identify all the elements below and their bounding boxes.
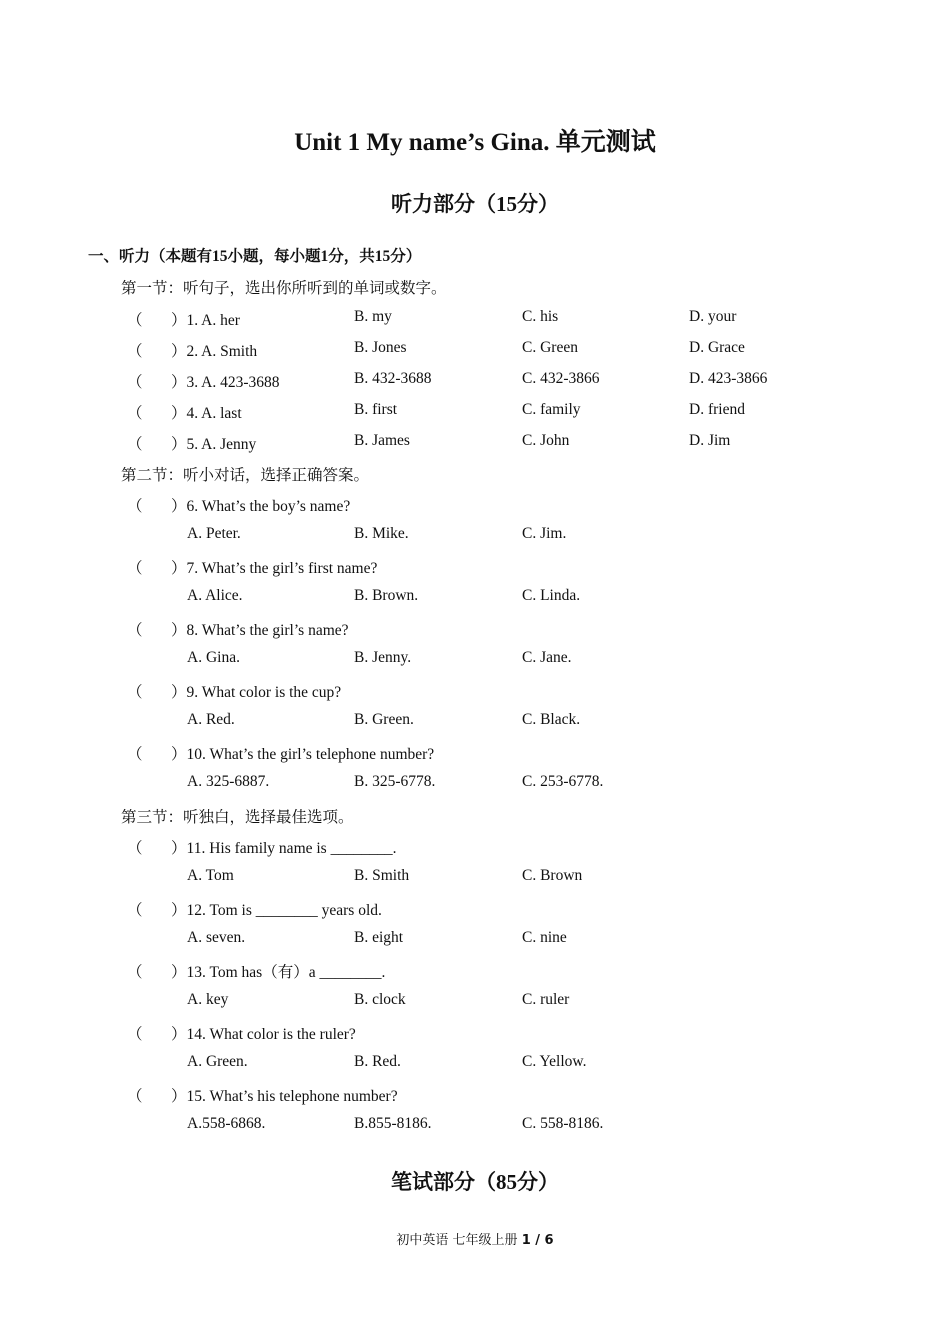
- option-c: C. Green: [522, 339, 578, 356]
- listening-section-title: 听力部分（15分）: [391, 192, 559, 216]
- option-b: B. Mike.: [354, 525, 409, 542]
- answer-blank[interactable]: （: [127, 622, 143, 639]
- option-b: B. Green.: [354, 711, 414, 728]
- options-row: [0, 991, 950, 1013]
- option-b: B. clock: [354, 991, 406, 1008]
- answer-blank[interactable]: （: [127, 1026, 143, 1043]
- option-a: A. Alice.: [187, 587, 243, 604]
- option-a: ）2. A. Smith: [171, 343, 258, 360]
- question-row: [0, 308, 950, 330]
- question-row: [0, 680, 950, 702]
- option-c: C. Jane.: [522, 649, 572, 666]
- option-b: B. Jones: [354, 339, 407, 356]
- written-section-title: 笔试部分（85分）: [391, 1170, 559, 1194]
- option-a: A. Red.: [187, 711, 235, 728]
- question-row: [0, 370, 950, 392]
- question-row: [0, 742, 950, 764]
- option-a: ）5. A. Jenny: [171, 436, 257, 453]
- question-row: [0, 1084, 950, 1106]
- option-c: C. John: [522, 432, 570, 449]
- option-c: C. Linda.: [522, 587, 581, 604]
- option-b: B.855-8186.: [354, 1115, 432, 1132]
- option-a: A. seven.: [187, 929, 246, 946]
- question-row: [0, 401, 950, 423]
- part-heading: 一、听力（本题有15小题，每小题1分，共15分）: [88, 248, 422, 265]
- option-b: B. eight: [354, 929, 404, 946]
- question-text: ）13. Tom has（有）a ________.: [171, 964, 386, 981]
- question-text: ）12. Tom is ________ years old.: [171, 902, 382, 919]
- option-a: A. Green.: [187, 1053, 248, 1070]
- answer-blank[interactable]: （: [127, 902, 143, 919]
- question-text: ）9. What color is the cup?: [171, 684, 342, 701]
- question-row: [0, 1022, 950, 1044]
- answer-blank[interactable]: （: [127, 343, 143, 360]
- question-row: [0, 960, 950, 982]
- question-row: [0, 339, 950, 361]
- page-title: Unit 1 My name’s Gina. 单元测试: [294, 129, 656, 156]
- option-b: B. 432-3688: [354, 370, 432, 387]
- options-row: [0, 649, 950, 671]
- option-d: D. 423-3866: [689, 370, 768, 387]
- option-c: C. Black.: [522, 711, 581, 728]
- options-row: [0, 1115, 950, 1137]
- option-c: C. Brown: [522, 867, 583, 884]
- option-d: D. your: [689, 308, 737, 325]
- question-text: ）10. What’s the girl’s telephone number?: [171, 746, 435, 763]
- page-number: 1 / 6: [521, 1233, 554, 1248]
- option-c: C. 432-3866: [522, 370, 600, 387]
- option-b: B. Jenny.: [354, 649, 412, 666]
- option-b: B. Red.: [354, 1053, 401, 1070]
- options-row: [0, 587, 950, 609]
- page-footer: [0, 1229, 950, 1248]
- answer-blank[interactable]: （: [127, 964, 143, 981]
- options-row: [0, 929, 950, 951]
- option-b: B. Smith: [354, 867, 410, 884]
- question-text: ）6. What’s the boy’s name?: [171, 498, 351, 515]
- options-row: [0, 773, 950, 795]
- options-row: [0, 1053, 950, 1075]
- option-c: C. his: [522, 308, 559, 325]
- option-c: C. 253-6778.: [522, 773, 604, 790]
- question-text: ）14. What color is the ruler?: [171, 1026, 356, 1043]
- question-row: [0, 836, 950, 858]
- option-a: A. Peter.: [187, 525, 241, 542]
- option-d: D. Jim: [689, 432, 731, 449]
- answer-blank[interactable]: （: [127, 374, 143, 391]
- options-row: [0, 711, 950, 733]
- option-c: C. Yellow.: [522, 1053, 587, 1070]
- options-row: [0, 525, 950, 547]
- answer-blank[interactable]: （: [127, 498, 143, 515]
- option-d: D. Grace: [689, 339, 745, 356]
- answer-blank[interactable]: （: [127, 1088, 143, 1105]
- option-a: A. Gina.: [187, 649, 240, 666]
- option-a: A. Tom: [187, 867, 234, 884]
- option-a: A. 325-6887.: [187, 773, 270, 790]
- answer-blank[interactable]: （: [127, 840, 143, 857]
- answer-blank[interactable]: （: [127, 312, 143, 329]
- options-row: [0, 867, 950, 889]
- question-row: [0, 898, 950, 920]
- part-2-instruction: 第二节：听小对话，选择正确答案。: [121, 467, 370, 484]
- question-row: [0, 618, 950, 640]
- option-a: A.558-6868.: [187, 1115, 266, 1132]
- answer-blank[interactable]: （: [127, 746, 143, 763]
- part-3-instruction: 第三节：听独白，选择最佳选项。: [121, 809, 354, 826]
- option-c: C. Jim.: [522, 525, 567, 542]
- option-c: C. nine: [522, 929, 567, 946]
- question-row: [0, 556, 950, 578]
- question-text: ）15. What’s his telephone number?: [171, 1088, 398, 1105]
- part-1-instruction: 第一节：听句子，选出你所听到的单词或数字。: [121, 280, 447, 297]
- option-b: B. 325-6778.: [354, 773, 436, 790]
- question-text: ）11. His family name is ________.: [171, 840, 397, 857]
- option-c: C. 558-8186.: [522, 1115, 604, 1132]
- option-c: C. ruler: [522, 991, 570, 1008]
- question-text: ）7. What’s the girl’s first name?: [171, 560, 378, 577]
- option-b: B. first: [354, 401, 398, 418]
- question-row: [0, 494, 950, 516]
- answer-blank[interactable]: （: [127, 560, 143, 577]
- option-a: ）3. A. 423-3688: [171, 374, 280, 391]
- question-row: [0, 432, 950, 454]
- option-b: B. James: [354, 432, 410, 449]
- answer-blank[interactable]: （: [127, 684, 143, 701]
- option-a: A. key: [187, 991, 229, 1008]
- footer-text: 初中英语 七年级上册: [396, 1233, 518, 1248]
- option-b: B. Brown.: [354, 587, 419, 604]
- option-a: ）1. A. her: [171, 312, 240, 329]
- option-c: C. family: [522, 401, 581, 418]
- option-d: D. friend: [689, 401, 745, 418]
- answer-blank[interactable]: （: [127, 436, 143, 453]
- question-text: ）8. What’s the girl’s name?: [171, 622, 349, 639]
- option-a: ）4. A. last: [171, 405, 242, 422]
- answer-blank[interactable]: （: [127, 405, 143, 422]
- option-b: B. my: [354, 308, 392, 325]
